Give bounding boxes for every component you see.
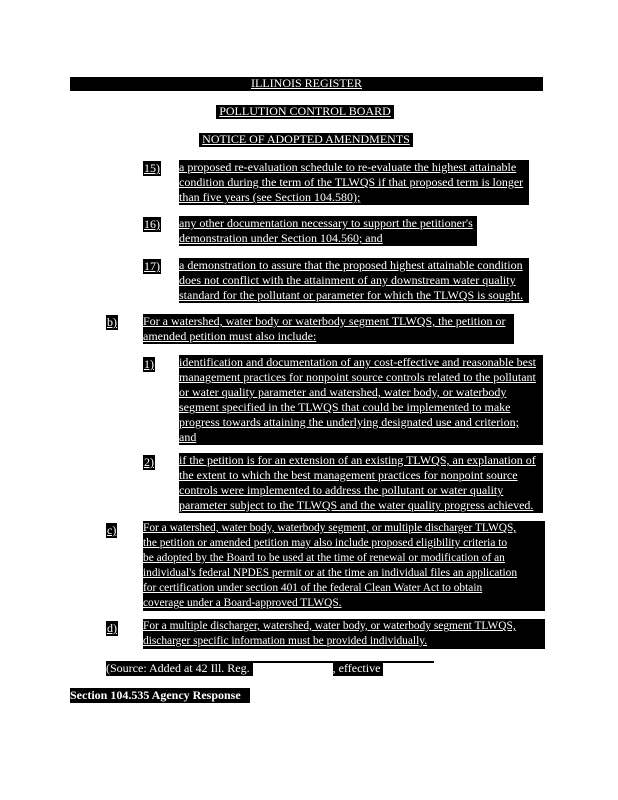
source-note bbox=[106, 661, 454, 676]
para-b-number: b) bbox=[107, 315, 117, 329]
item-16-text: any other documentation necessary to support the petitioner's demonstration under Section 104.560; and bbox=[179, 216, 477, 246]
para-c-text: For a watershed, water body, waterbody segment, or multiple discharger TLWQS, the petition or amended petition may also include proposed eligibility criteria to be adopted by the Board to be used at the time of renewal or modification of an individual's federal NPDES permit or at the time an individual files an application for certification under section 401 of the federal Clean Water Act to obtain coverage under a Board-approved TLWQS. bbox=[143, 521, 545, 611]
notice-header bbox=[199, 133, 413, 147]
sub-item-2-text: if the petition is for an extension of an existing TLWQS, an explanation of the extent to which the best management practices for nonpoint source controls were implemented to address the pollutant or water quality parameter subject to the TLWQS and the water quality progress achieved. bbox=[179, 453, 543, 513]
source-suffix: ) bbox=[449, 661, 454, 675]
sub-item-2-number: 2) bbox=[144, 455, 154, 469]
blank-effective-date bbox=[383, 663, 449, 676]
source-effective: , effective bbox=[332, 661, 381, 675]
notice-title: NOTICE OF ADOPTED AMENDMENTS bbox=[202, 132, 410, 146]
para-d-text: For a multiple discharger, watershed, water body, or waterbody segment TLWQS, discharger specific information must be provided individually. bbox=[143, 619, 545, 649]
register-title: ILLINOIS REGISTER bbox=[251, 76, 362, 90]
board-title: POLLUTION CONTROL BOARD bbox=[219, 104, 391, 118]
register-header bbox=[70, 77, 543, 91]
para-d-number: d) bbox=[107, 621, 117, 635]
sub-item-1-text: identification and documentation of any cost-effective and reasonable best management practices for nonpoint source controls related to the pollutant or water quality parameter and watershed, water body, or waterbody segment specified in the TLWQS that could be implemented to make progress towards attaining the underlying designated use and criterion; and bbox=[179, 355, 543, 445]
para-c-number: c) bbox=[107, 523, 117, 537]
item-16-number: 16) bbox=[144, 217, 160, 231]
blank-register-page bbox=[253, 663, 333, 676]
para-b-text: For a watershed, water body or waterbody segment TLWQS, the petition or amended petition must also include: bbox=[143, 314, 514, 344]
source-prefix: (Source: Added at 42 Ill. Reg. bbox=[106, 661, 250, 675]
item-15-text: a proposed re-evaluation schedule to re-evaluate the highest attainable condition during the term of the TLWQS if that proposed term is longer than five years (see Section 104.580); bbox=[179, 160, 529, 205]
item-15-number: 15) bbox=[144, 161, 160, 175]
board-header bbox=[216, 105, 394, 119]
item-17-number: 17) bbox=[144, 259, 160, 273]
sub-item-1-number: 1) bbox=[144, 357, 154, 371]
item-17-text: a demonstration to assure that the proposed highest attainable condition does not conflict with the attainment of any downstream water quality standard for the pollutant or parameter for which the TLWQS is sought. bbox=[179, 258, 529, 303]
section-heading: Section 104.535 Agency Response bbox=[70, 688, 250, 703]
